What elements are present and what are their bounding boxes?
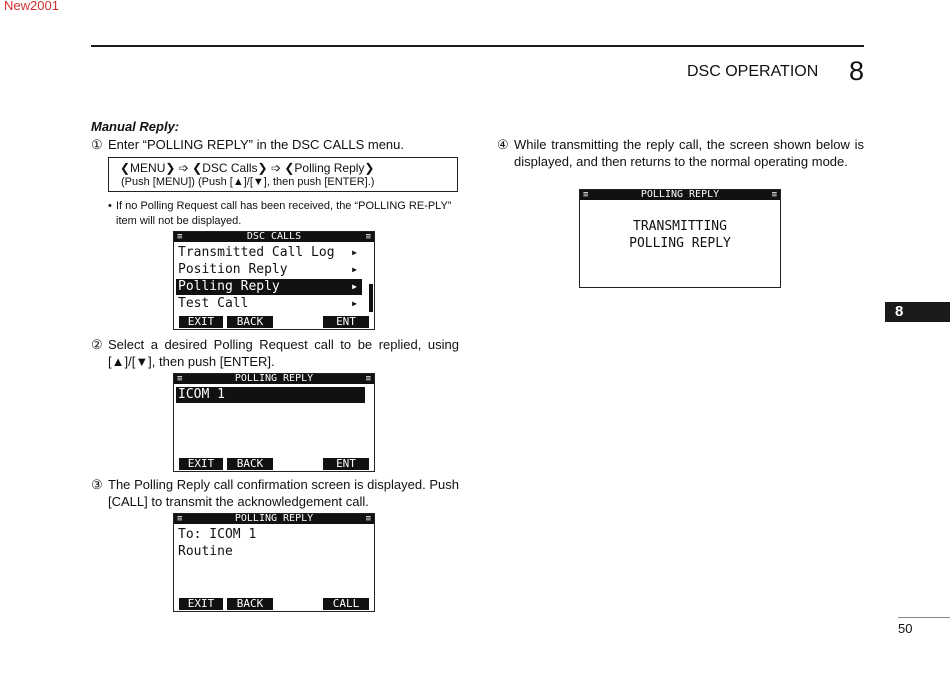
lcd-title: POLLING REPLY <box>640 189 720 200</box>
lcd-title-bar <box>174 514 374 524</box>
arrow-right-icon: ▶ <box>352 248 357 257</box>
call-softkey[interactable]: CALL <box>323 598 369 610</box>
lcd-title-bar <box>174 232 374 242</box>
menu-item-polling-reply[interactable]: Polling Reply ▶ <box>176 279 362 295</box>
menu-icon: ≡ <box>771 190 777 200</box>
menu-icon: ≡ <box>365 374 371 384</box>
arrow-right-icon: ▶ <box>352 265 357 274</box>
lcd-title-bar <box>174 374 374 384</box>
transmitting-line-2: POLLING REPLY <box>629 236 731 251</box>
lcd-polling-select <box>173 373 375 472</box>
step-1 <box>91 136 459 153</box>
lcd-title: POLLING REPLY <box>234 513 314 524</box>
section-title: DSC OPERATION <box>687 63 819 80</box>
scrollbar[interactable] <box>369 284 373 312</box>
transmitting-line-1: TRANSMITTING <box>633 219 727 234</box>
step-1-number: ① <box>91 137 103 152</box>
page-number: 50 <box>898 621 913 636</box>
header-rule <box>91 45 864 47</box>
confirm-category-line: Routine <box>178 544 233 559</box>
polling-note <box>108 199 458 229</box>
enter-softkey[interactable]: ENT <box>323 458 369 470</box>
menu-icon: ≡ <box>177 514 183 524</box>
lcd-transmitting <box>579 189 781 288</box>
arrow-right-icon: ▶ <box>352 299 357 308</box>
chapter-tab <box>885 302 950 322</box>
step-4-number: ④ <box>497 137 509 152</box>
back-softkey[interactable]: BACK <box>227 458 273 470</box>
menu-icon: ≡ <box>365 232 371 242</box>
menu-path-instructions: (Push [MENU]) (Push [▲]/[▼], then push [ENTER].) <box>121 176 375 188</box>
step-4 <box>497 136 864 170</box>
note-bullet: • <box>108 200 112 212</box>
back-softkey[interactable]: BACK <box>227 598 273 610</box>
menu-item-test-call[interactable]: Test Call ▶ <box>178 296 357 311</box>
menu-path-box <box>108 157 458 192</box>
step-2-text: Select a desired Polling Request call to be replied, using [▲]/[▼], then push [ENTER]. <box>108 337 459 369</box>
lcd-dsc-calls <box>173 231 375 330</box>
step-3 <box>91 476 459 510</box>
menu-icon: ≡ <box>177 374 183 384</box>
manual-reply-heading: Manual Reply: <box>91 119 180 134</box>
section-number: 8 <box>849 56 865 86</box>
corner-label: New2001 <box>4 0 59 13</box>
lcd-title: POLLING REPLY <box>234 373 314 384</box>
step-3-text: The Polling Reply call confirmation screen is displayed. Push [CALL] to transmit the acknowledgement call. <box>108 477 459 509</box>
lcd-title-bar <box>580 190 780 200</box>
menu-item-transmitted-call-log[interactable]: Transmitted Call Log ▶ <box>178 245 357 260</box>
lcd-title: DSC CALLS <box>246 231 302 242</box>
step-2-number: ② <box>91 337 103 352</box>
menu-path-keys: ❮MENU❯ ➩ ❮DSC Calls❯ ➩ ❮Polling Reply❯ <box>120 161 375 175</box>
enter-softkey[interactable]: ENT <box>323 316 369 328</box>
confirm-to-line: To: ICOM 1 <box>178 527 257 542</box>
exit-softkey[interactable]: EXIT <box>179 598 223 610</box>
step-4-text: While transmitting the reply call, the screen shown below is displayed, and then returns to the normal operating mode. <box>514 137 864 169</box>
exit-softkey[interactable]: EXIT <box>179 458 223 470</box>
lcd-polling-confirm <box>173 513 375 612</box>
step-3-number: ③ <box>91 477 103 492</box>
footer-rule <box>898 617 950 618</box>
menu-icon: ≡ <box>583 190 589 200</box>
menu-item-position-reply[interactable]: Position Reply ▶ <box>178 262 357 277</box>
step-2 <box>91 336 459 370</box>
note-text: If no Polling Request call has been received, the “POLLING RE-PLY” item will not be displayed. <box>116 200 452 227</box>
chapter-tab-label: 8 <box>895 303 904 320</box>
arrow-right-icon: ▶ <box>352 282 357 291</box>
menu-icon: ≡ <box>365 514 371 524</box>
back-softkey[interactable]: BACK <box>227 316 273 328</box>
exit-softkey[interactable]: EXIT <box>179 316 223 328</box>
polling-request-item[interactable]: ICOM 1 <box>176 387 365 403</box>
step-1-text: Enter “POLLING REPLY” in the DSC CALLS menu. <box>108 137 404 152</box>
menu-icon: ≡ <box>177 232 183 242</box>
